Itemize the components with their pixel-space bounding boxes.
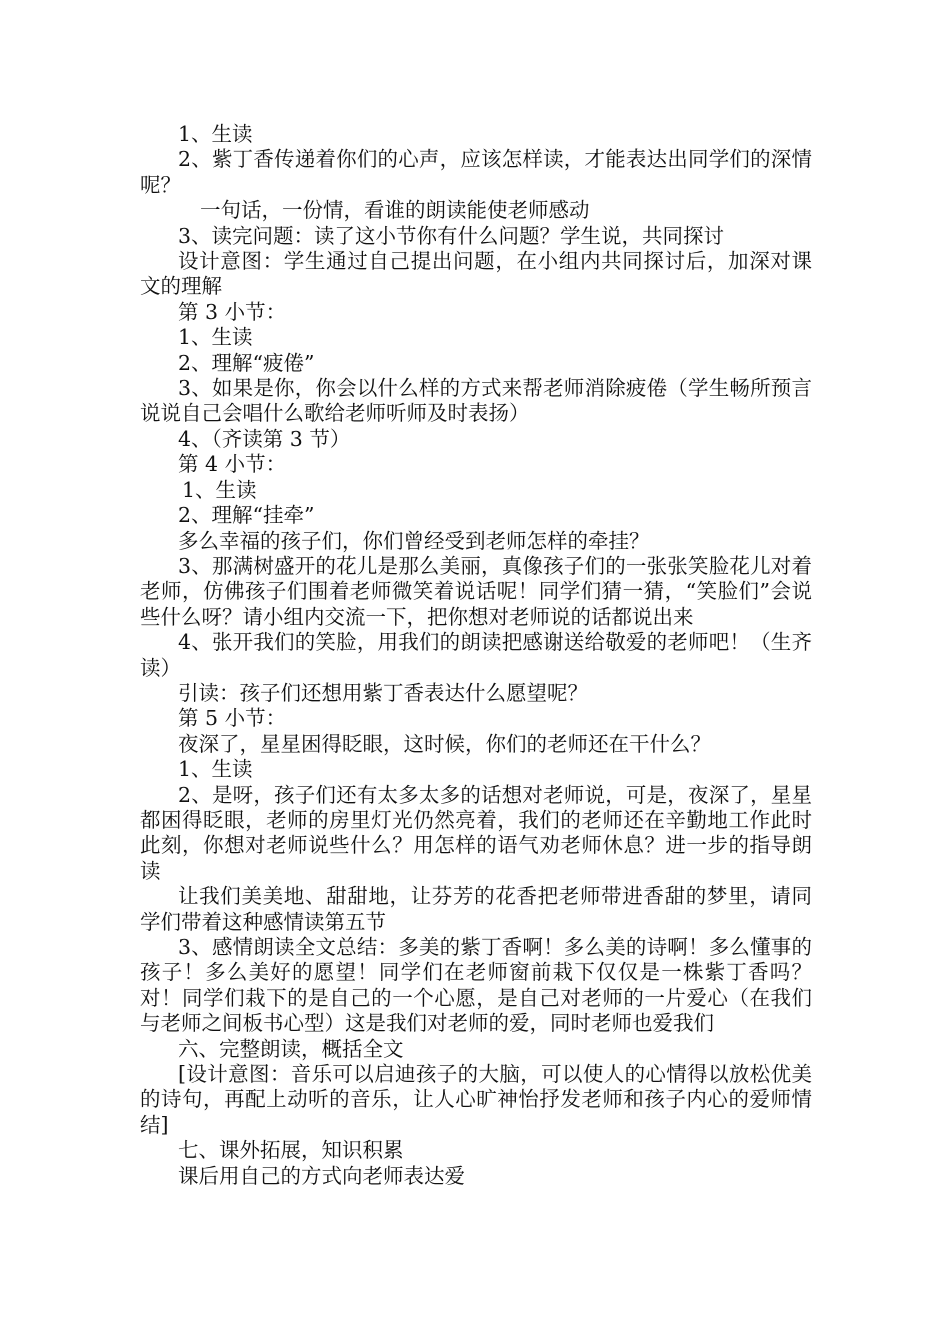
paragraph: 夜深了，星星困得眨眼，这时候，你们的老师还在干什么？ [178, 731, 711, 756]
section-heading: 第 3 小节： [178, 299, 287, 324]
section-heading: 第 5 小节： [178, 706, 287, 731]
section-heading: 六、完整朗读，概括全文 [178, 1036, 404, 1061]
paragraph: 1、生读 [182, 477, 257, 502]
paragraph: 一句话，一份情，看谁的朗读能使老师感动 [200, 198, 590, 223]
paragraph: 3、那满树盛开的花儿是那么美丽，真像孩子们的一张张笑脸花儿对着老师，仿佛孩子们围着老师微笑着说话呢！同学们猜一猜，“笑脸们”会说些什么呀？请小组内交流一下，把你想对老师说的话都说出来 [140, 553, 812, 629]
paragraph: 3、感情朗读全文总结：多美的紫丁香啊！多么美的诗啊！多么懂事的孩子！多么美好的愿望！同学们在老师窗前栽下仅仅是一株紫丁香吗？对！同学们栽下的是自己的一个心愿，是自己对老师的一片爱心（在我们与老师之间板书心型）这是我们对老师的爱，同时老师也爱我们 [140, 935, 812, 1036]
paragraph: 2、是呀，孩子们还有太多太多的话想对老师说，可是，夜深了，星星都困得眨眼，老师的房里灯光仍然亮着，我们的老师还在辛勤地工作此时此刻，你想对老师说些什么？用怎样的语气劝老师休息？进一步的指导朗读 [140, 782, 812, 883]
paragraph: 4、张开我们的笑脸，用我们的朗读把感谢送给敬爱的老师吧！（生齐读） [140, 630, 812, 680]
section-heading: 第 4 小节： [178, 452, 287, 477]
paragraph: 2、紫丁香传递着你们的心声，应该怎样读，才能表达出同学们的深情呢？ [140, 147, 812, 197]
paragraph: 1、生读 [178, 122, 253, 146]
paragraph: 多么幸福的孩子们，你们曾经受到老师怎样的牵挂？ [178, 528, 650, 553]
paragraph: 4、（齐读第 3 节） [178, 426, 351, 451]
paragraph: [设计意图：音乐可以启迪孩子的大脑，可以使人的心情得以放松优美的诗句，再配上动听的音乐，让人心旷神怡抒发老师和孩子内心的爱师情结] [140, 1062, 812, 1137]
paragraph: 引读：孩子们还想用紫丁香表达什么愿望呢？ [178, 680, 588, 705]
paragraph: 2、理解“疲倦” [178, 350, 315, 375]
paragraph: 3、读完问题：读了这小节你有什么问题？学生说，共同探讨 [178, 223, 725, 248]
paragraph: 3、如果是你，你会以什么样的方式来帮老师消除疲倦（学生畅所预言说说自己会唱什么歌给老师听师及时表扬） [140, 376, 812, 426]
paragraph: 1、生读 [178, 757, 253, 782]
paragraph: 让我们美美地、甜甜地，让芬芳的花香把老师带进香甜的梦里，请同学们带着这种感情读第五节 [140, 884, 812, 934]
paragraph: 课后用自己的方式向老师表达爱 [178, 1163, 465, 1188]
paragraph: 1、生读 [178, 325, 253, 350]
paragraph: 设计意图：学生通过自己提出问题，在小组内共同探讨后，加深对课文的理解 [140, 249, 812, 299]
section-heading: 七、课外拓展，知识积累 [178, 1138, 404, 1163]
paragraph: 2、理解“挂牵” [178, 503, 315, 528]
document-body [140, 122, 812, 1189]
